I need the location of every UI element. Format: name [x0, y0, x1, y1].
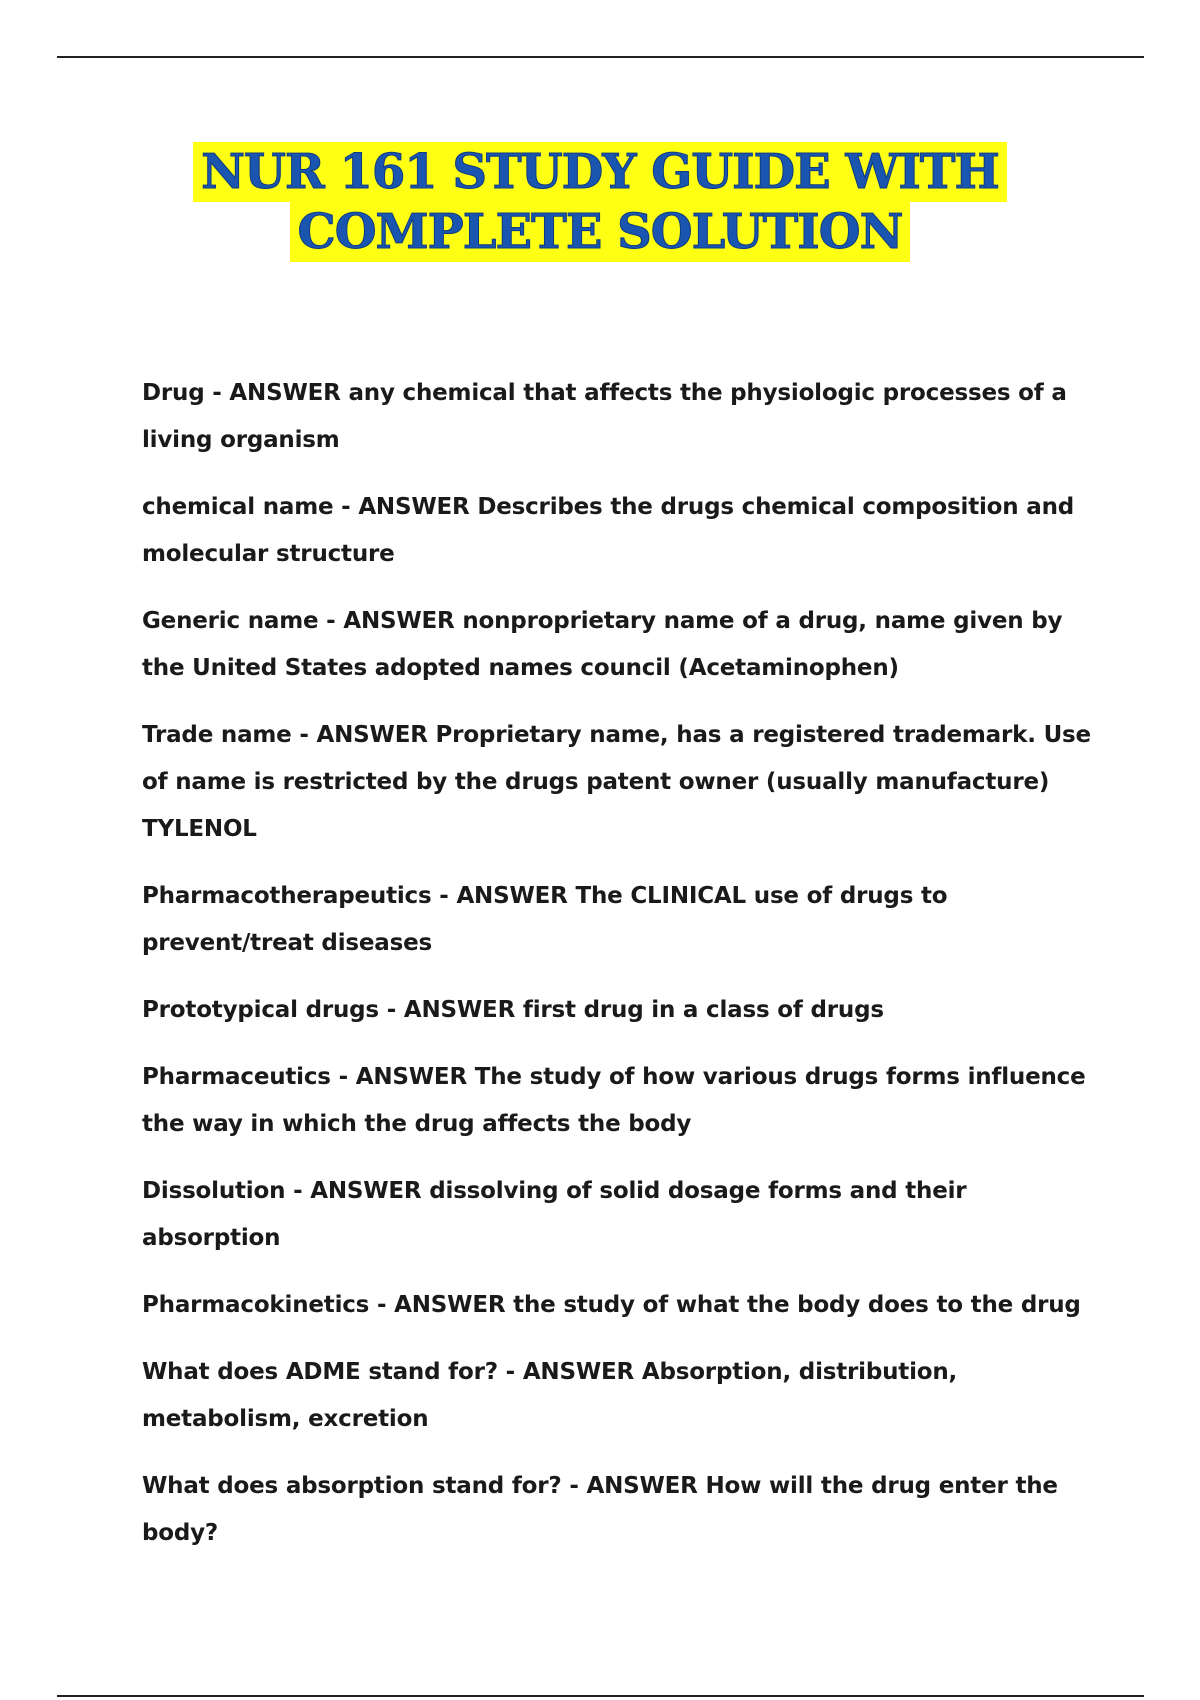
entry-pharmaceutics: Pharmaceutics - ANSWER The study of how various drugs forms influence the way in which the drug affects the body	[142, 1064, 1086, 1137]
entry-pharmacokinetics: Pharmacokinetics - ANSWER the study of what the body does to the drug	[142, 1292, 1081, 1318]
entry-prototypical-drugs: Prototypical drugs - ANSWER first drug in a class of drugs	[142, 997, 884, 1023]
entry-chemical-name: chemical name - ANSWER Describes the drugs chemical composition and molecular structure	[142, 494, 1075, 567]
title-line-1: NUR 161 STUDY GUIDE WITH	[193, 142, 1007, 202]
entry-drug: Drug - ANSWER any chemical that affects the physiologic processes of a living organism	[142, 380, 1067, 453]
entry-generic-name: Generic name - ANSWER nonproprietary name of a drug, name given by the United States adopted names council (Acetaminophen)	[142, 608, 1063, 681]
document-title	[0, 142, 1200, 262]
top-divider	[57, 56, 1144, 58]
study-guide-entries	[142, 370, 1102, 1577]
entry-pharmacotherapeutics: Pharmacotherapeutics - ANSWER The CLINICAL use of drugs to prevent/treat diseases	[142, 883, 948, 956]
title-line-2: COMPLETE SOLUTION	[290, 202, 911, 262]
entry-trade-name: Trade name - ANSWER Proprietary name, has a registered trademark. Use of name is restricted by the drugs patent owner (usually manufacture) TYLENOL	[142, 722, 1091, 842]
bottom-divider	[57, 1695, 1144, 1697]
entry-adme: What does ADME stand for? - ANSWER Absorption, distribution, metabolism, excretion	[142, 1359, 958, 1432]
entry-dissolution: Dissolution - ANSWER dissolving of solid dosage forms and their absorption	[142, 1178, 967, 1251]
entry-absorption: What does absorption stand for? - ANSWER How will the drug enter the body?	[142, 1473, 1058, 1546]
